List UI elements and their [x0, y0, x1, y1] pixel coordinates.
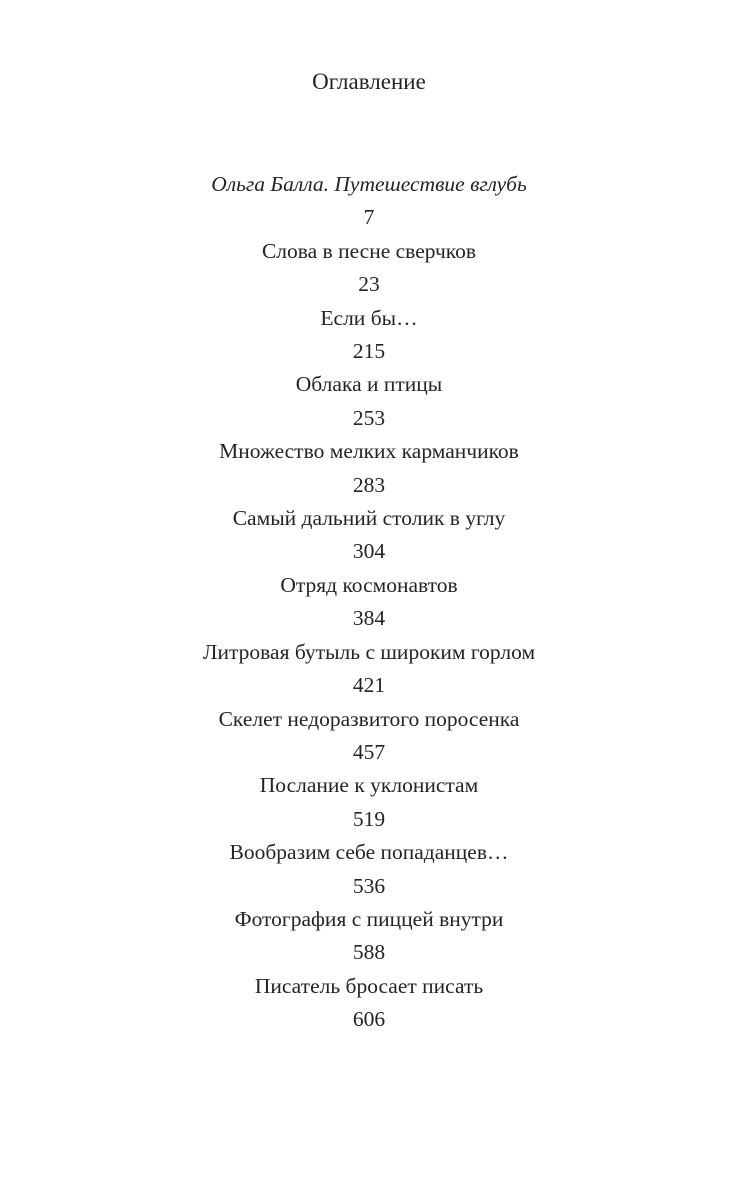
- toc-entry-title: Литровая бутыль с широким горлом: [202, 639, 536, 664]
- toc-entry: [0, 168, 738, 235]
- toc-entry-title: Слова в песне сверчков: [261, 238, 477, 263]
- toc-entry-title: Множество мелких карманчиков: [219, 439, 519, 464]
- toc-entry-page: 421: [352, 673, 386, 698]
- toc-entry: [0, 302, 738, 369]
- toc-entry: [0, 970, 738, 1037]
- toc-entry-page: 606: [352, 1007, 386, 1032]
- toc-entry-page: 457: [352, 739, 386, 764]
- toc-entry-title: Отряд космонавтов: [280, 572, 458, 597]
- toc-entry: [0, 569, 738, 636]
- toc-entry: [0, 368, 738, 435]
- toc-entry: [0, 636, 738, 703]
- toc-entry-title: Самый дальний столик в углу: [232, 506, 506, 531]
- toc-entry-page: 7: [363, 205, 375, 230]
- toc-entry-title: Ольга Балла. Путешествие вглубь: [211, 172, 527, 196]
- toc-entry: [0, 435, 738, 502]
- toc-entry-page: 384: [352, 606, 386, 631]
- toc-entry-page: 519: [352, 806, 386, 831]
- toc-entry: [0, 903, 738, 970]
- toc-entry-title: Облака и птицы: [295, 372, 443, 397]
- toc-entry-page: 253: [352, 405, 386, 430]
- toc-entry-page: 215: [352, 339, 386, 364]
- toc-entry-page: 588: [352, 940, 386, 965]
- toc-entry-page: 304: [352, 539, 386, 564]
- toc-entry-page: 23: [358, 272, 380, 297]
- page-title: Оглавление: [312, 69, 426, 94]
- toc-entry-page: 536: [352, 873, 386, 898]
- toc-entry-title: Послание к уклонистам: [259, 773, 479, 798]
- toc-entry: [0, 703, 738, 770]
- toc-list: [0, 168, 738, 1037]
- toc-entry-title: Писатель бросает писать: [254, 973, 484, 998]
- toc-entry: [0, 769, 738, 836]
- toc-entry-title: Скелет недоразвитого поросенка: [218, 706, 520, 731]
- toc-entry-page: 283: [352, 472, 386, 497]
- toc-entry: [0, 235, 738, 302]
- toc-entry-title: Если бы…: [320, 305, 418, 330]
- toc-entry: [0, 502, 738, 569]
- toc-entry-title: Фотография с пиццей внутри: [234, 906, 504, 931]
- toc-entry-title: Вообразим себе попаданцев…: [229, 840, 509, 865]
- toc-entry: [0, 836, 738, 903]
